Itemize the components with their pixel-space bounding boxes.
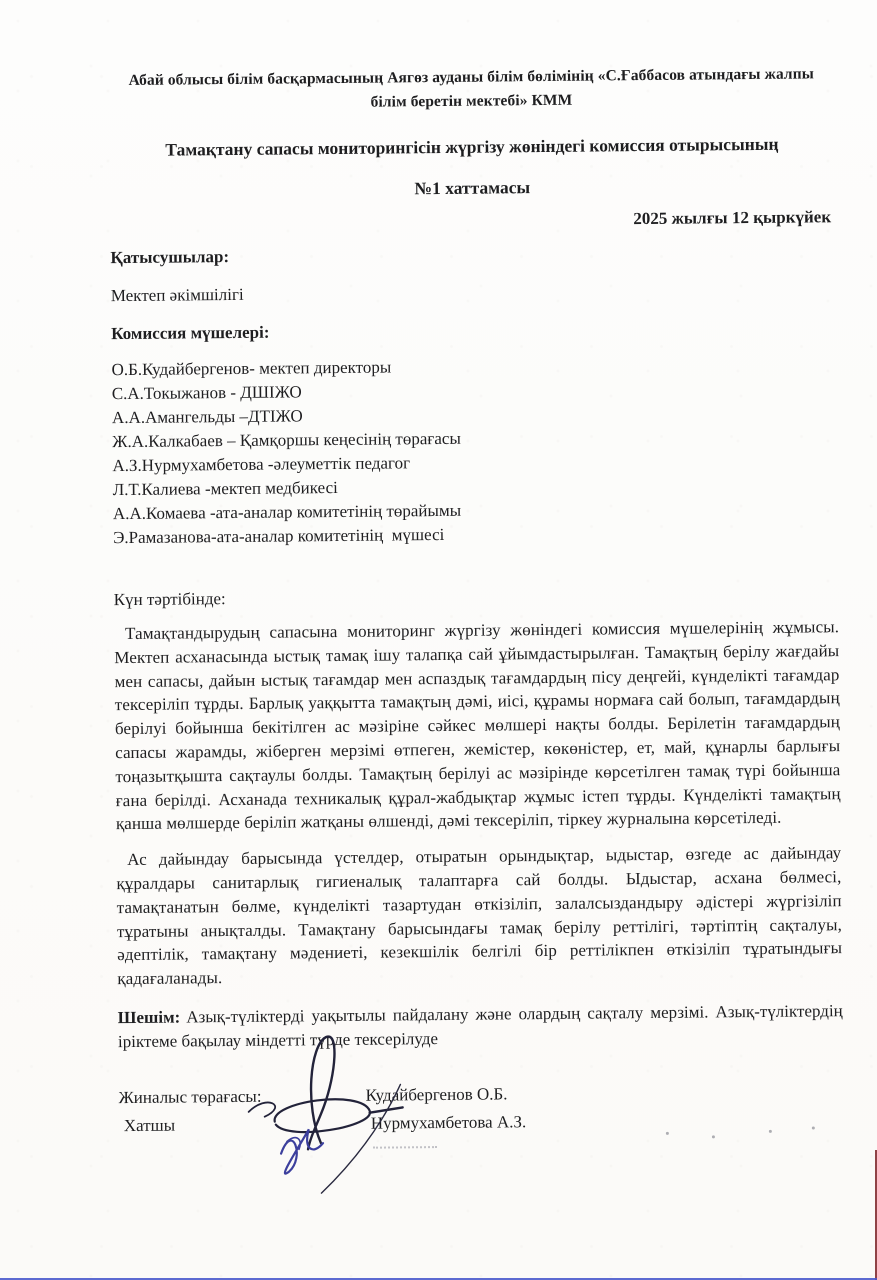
ink-speck [666, 1132, 669, 1135]
ink-speck [712, 1135, 715, 1138]
member-line: А.А.Амангельды –ДТІЖО [111, 406, 303, 428]
decision-label: Шешім: [117, 1007, 181, 1028]
ink-speck [812, 1126, 815, 1129]
participants-value: Мектеп әкімшілігі [110, 284, 244, 306]
decision-text: Азық-түліктерді уақытылы пайдалану және олардың сақталу мерзімі. Азық-түліктердің іріктеме бақылау міндетті түрде тексерілуде [117, 1001, 843, 1051]
signature-role: Хатшы [123, 1115, 176, 1135]
commission-heading: Комиссия мүшелері: [111, 322, 270, 344]
ink-speck [769, 1130, 772, 1133]
signature-row-secretary [119, 1105, 844, 1140]
signature-name: Кудайбергенов О.Б. [365, 1084, 508, 1105]
member-line: Э.Рамазанова-ата-аналар комитетінің мүшесі [113, 525, 445, 548]
agenda-heading: Күн тәртібінде: [113, 589, 226, 610]
member-line: Ж.А.Калкабаев – Қамқоршы кеңесінің төрағасы [112, 428, 461, 452]
signature-role: Жиналыс төрағасы: [118, 1086, 262, 1107]
member-line: Л.Т.Калиева -мектеп медбикесі [112, 478, 338, 500]
signature-block [118, 1077, 844, 1140]
member-line: С.А.Токыжанов - ДШІЖО [111, 382, 302, 404]
organization-header: Абай облысы білім басқармасының Аягөз ауданы білім бөлімінің «С.Ғаббасов атындағы жалпы білім беретін мектебі» КММ [128, 65, 814, 111]
decision-paragraph [118, 999, 843, 1054]
agenda-paragraph-1: Тамақтандырудың сапасына мониторинг жүргізу жөніндегі комиссия мүшелерінің жұмысы. Мектеп асханасында ыстық тамақ ішу талапқа сай ұйымдастырылған. Тамақтың берілу жағдайы мен сапасы, дайын ыстық тағамдар мен аспаздық тағамдардың пісу деңгейі, күнделікті тағамдар тексеріліп тұрды. Барлық уаққытта тамақтың дәмі, иісі, құрамы нормаға сай болып, тағамдардың берілуі бойынша бекітілген ас мәзіріне сәйкес мөлшері нақты болды. Берілетін тағамдардың сапасы жарамды, жіберген мерзімі өтпеген, жемістер, көкөністер, ет, май, құнарлы барлығы тоңазытқышта сақтаулы болды. Тамақтың берілуі ас мәзірінде көрсетілген тамақ түрі бойынша ғана берілді. Асханада техникалық құрал-жабдықтар жұмыс істеп тұрды. Күнделікті тамақтың қанша мөлшерде беріліп жатқаны өлшенді, дәмі тексеріліп, тіркеу журналына көрсетіледі. [114, 617, 841, 834]
commission-members-list [111, 351, 838, 550]
protocol-number: №1 хаттамасы [414, 177, 531, 199]
document-date: 2025 жылғы 12 қыркүйек [633, 207, 832, 229]
document-title: Тамақтану сапасы мониторингісін жүргізу жөніндегі комиссия отырысының [165, 133, 779, 160]
agenda-paragraph-2: Ас дайындау барысында үстелдер, отыратын орындықтар, ыдыстар, өзгеде ас дайындау құралдары санитарлық гигиеналық талаптарға сай болды. Ыдыстар, асхана бөлмесі, тамақтанатын бөлме, күнделікті тазартудан өткізіліп, залалсыздандыру әдістері жүргізіліп тұратыны анықталды. Тамақтану барысындағы тамақ берілу реттілігі, тәртіптің сақталуы, әдептілік, тамақтану мәдениеті, кезекшілік белгілі бір реттілікпен өткізіліп тұратындығы қадағаланады. [116, 843, 843, 989]
member-line: А.А.Комаева -ата-аналар комитетінің төрайымы [112, 500, 462, 524]
member-line: О.Б.Кудайбергенов- мектеп директоры [111, 357, 392, 380]
dotted-ink-mark [373, 1146, 437, 1149]
signature-name: Нурмухамбетова А.З. [370, 1111, 527, 1133]
member-line: А.З.Нурмухамбетова -әлеуметтік педагог [112, 453, 411, 476]
participants-heading: Қатысушылар: [110, 247, 230, 268]
